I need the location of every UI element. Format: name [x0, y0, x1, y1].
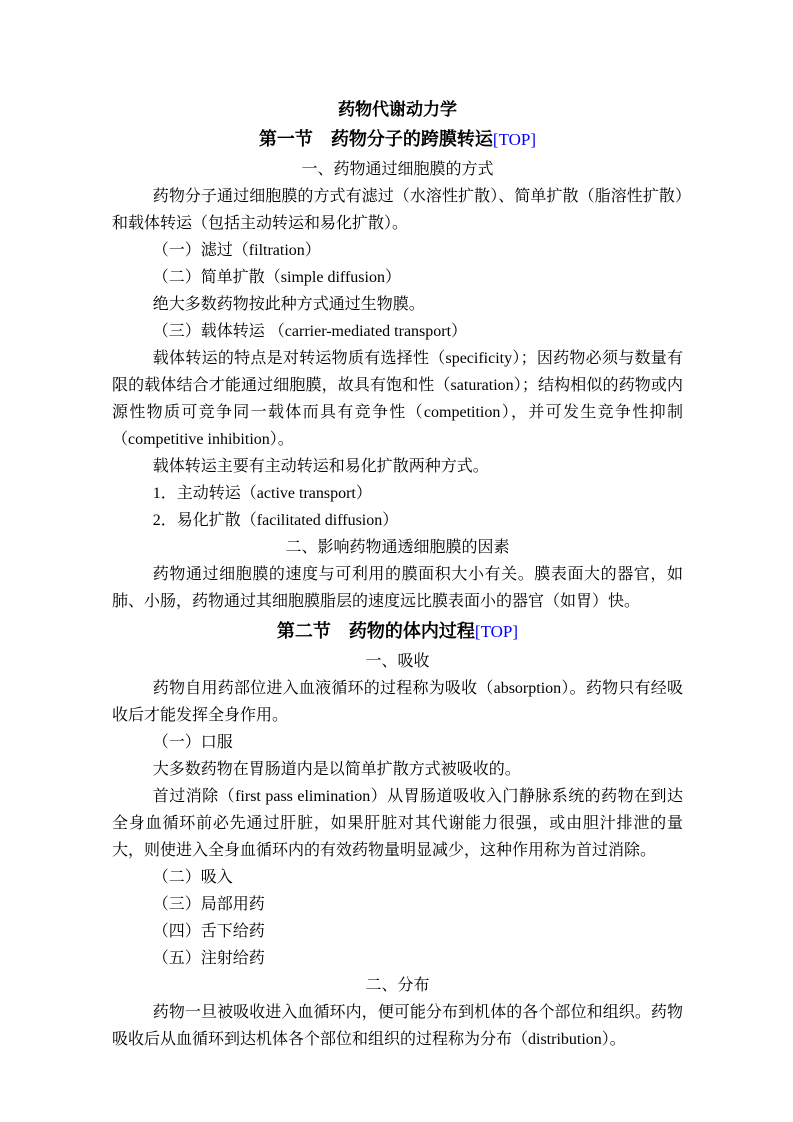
paragraph: 大多数药物在胃肠道内是以简单扩散方式被吸收的。 — [152, 761, 521, 778]
section-1-heading-text: 第一节 药物分子的跨膜转运 — [258, 129, 493, 149]
list-item-facilitated-diffusion: 2．易化扩散（facilitated diffusion） — [152, 512, 399, 529]
sub-heading-absorption: 一、吸收 — [365, 653, 430, 670]
list-item-inhalation: （二）吸入 — [152, 869, 233, 886]
top-link[interactable]: [TOP] — [474, 622, 519, 641]
section-1-heading — [112, 123, 683, 156]
sub-heading-distribution: 二、分布 — [365, 977, 430, 994]
list-item-active-transport: 1．主动转运（active transport） — [152, 485, 372, 502]
paragraph: 首过消除（first pass elimination）从胃肠道吸收入门静脉系统的药物在到达全身血循环前必先通过肝脏，如果肝脏对其代谢能力很强，或由胆汁排泄的量大，则使进入全身血循环内的有效药物量明显减少，这种作用称为首过消除。 — [112, 788, 683, 859]
list-item-carrier-transport: （三）载体转运 （carrier-mediated transport） — [152, 323, 468, 340]
paragraph: 药物通过细胞膜的速度与可利用的膜面积大小有关。膜表面大的器官，如肺、小肠，药物通过其细胞膜脂层的速度远比膜表面小的器官（如胃）快。 — [112, 566, 683, 610]
list-item-sublingual: （四）舌下给药 — [152, 923, 265, 940]
list-item-topical: （三）局部用药 — [152, 896, 265, 913]
paragraph: 药物分子通过细胞膜的方式有滤过（水溶性扩散）、简单扩散（脂溶性扩散）和载体转运（包括主动转运和易化扩散）。 — [112, 188, 683, 232]
list-item-filtration: （一）滤过（filtration） — [152, 242, 321, 259]
paragraph: 载体转运的特点是对转运物质有选择性（specificity）；因药物必须与数量有限的载体结合才能通过细胞膜，故具有饱和性（saturation）；结构相似的药物或内源性物质可竞争同一载体而具有竞争性（competition），并可发生竞争性抑制（competitive inhibition）。 — [112, 350, 683, 448]
paragraph: 药物一旦被吸收进入血循环内，便可能分布到机体的各个部位和组织。药物吸收后从血循环到达机体各个部位和组织的过程称为分布（distribution）。 — [112, 1004, 683, 1048]
list-item-simple-diffusion: （二）简单扩散（simple diffusion） — [152, 269, 401, 286]
list-item-oral: （一）口服 — [152, 734, 233, 751]
doc-title: 药物代谢动力学 — [338, 100, 457, 119]
sub-heading-membrane-methods: 一、药物通过细胞膜的方式 — [301, 161, 494, 178]
section-2-heading-text: 第二节 药物的体内过程 — [276, 621, 475, 641]
paragraph: 载体转运主要有主动转运和易化扩散两种方式。 — [152, 458, 489, 475]
paragraph: 绝大多数药物按此种方式通过生物膜。 — [152, 296, 425, 313]
paragraph: 药物自用药部位进入血液循环的过程称为吸收（absorption）。药物只有经吸收后才能发挥全身作用。 — [112, 680, 683, 724]
sub-heading-membrane-factors: 二、影响药物通透细胞膜的因素 — [285, 539, 510, 556]
top-link[interactable]: [TOP] — [492, 130, 537, 149]
section-2-heading — [112, 615, 683, 648]
list-item-injection: （五）注射给药 — [152, 950, 265, 967]
